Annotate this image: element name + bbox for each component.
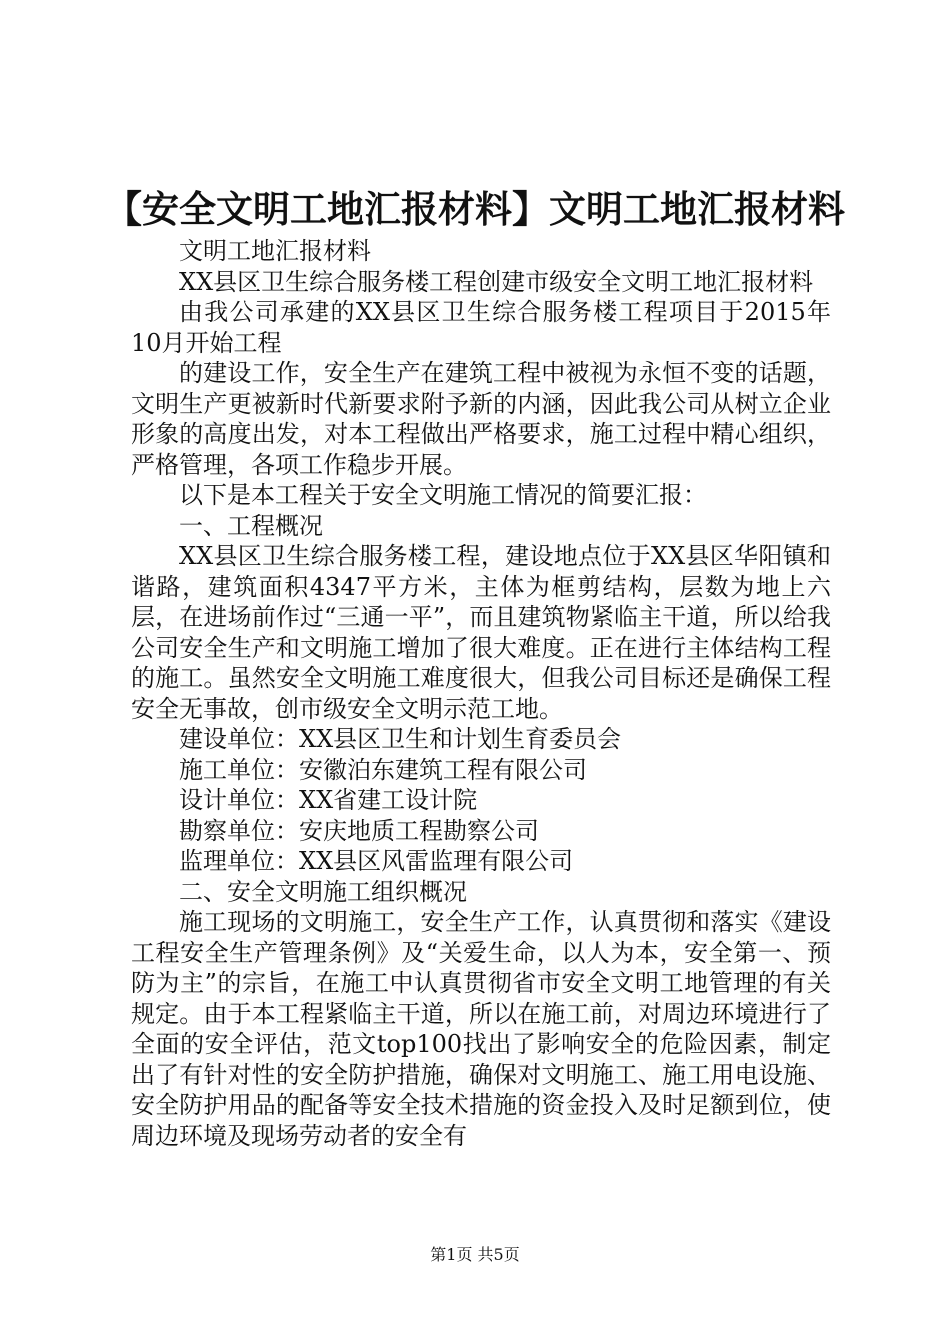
paragraph: 的建设工作，安全生产在建筑工程中被视为永恒不变的话题，文明生产更被新时代新要求附予新的内涵，因此我公司从树立企业形象的高度出发，对本工程做出严格要求，施工过程中精心组织，严格管理，各项工作稳步开展。	[131, 359, 831, 479]
page-footer: 第1页 共5页	[430, 1245, 520, 1264]
section-heading: 一、工程概况	[179, 511, 323, 540]
paragraph: 勘察单位：安庆地质工程勘察公司	[179, 816, 539, 845]
paragraph: 施工单位：安徽泊东建筑工程有限公司	[179, 755, 587, 784]
document-title: 【安全文明工地汇报材料】文明工地汇报材料	[105, 188, 845, 231]
paragraph: 施工现场的文明施工，安全生产工作，认真贯彻和落实《建设工程安全生产管理条例》及“关爱生命，以人为本，安全第一、预防为主”的宗旨，在施工中认真贯彻省市安全文明工地管理的有关规定。由于本工程紧临主干道，所以在施工前，对周边环境进行了全面的安全评估，范文top100找出了影响安全的危险因素，制定出了有针对性的安全防护措施，确保对文明施工、施工用电设施、安全防护用品的配备等安全技术措施的资金投入及时足额到位，使周边环境及现场劳动者的安全有	[131, 908, 831, 1150]
paragraph: XX县区卫生综合服务楼工程创建市级安全文明工地汇报材料	[179, 267, 814, 296]
paragraph: 监理单位：XX县区风雷监理有限公司	[179, 847, 574, 875]
paragraph: 设计单位：XX省建工设计院	[179, 786, 478, 814]
document-body	[131, 236, 831, 1151]
section-heading: 二、安全文明施工组织概况	[179, 877, 467, 906]
paragraph: 以下是本工程关于安全文明施工情况的简要汇报：	[179, 481, 707, 509]
paragraph: 由我公司承建的XX县区卫生综合服务楼工程项目于2015年10月开始工程	[131, 298, 831, 357]
paragraph: 文明工地汇报材料	[179, 237, 371, 265]
paragraph: 建设单位：XX县区卫生和计划生育委员会	[179, 725, 622, 753]
paragraph: XX县区卫生综合服务楼工程，建设地点位于XX县区华阳镇和谐路，建筑面积4347平方米，主体为框剪结构，层数为地上六层，在进场前作过“三通一平”，而且建筑物紧临主干道，所以给我公司安全生产和文明施工增加了很大难度。正在进行主体结构工程的施工。虽然安全文明施工难度很大，但我公司目标还是确保工程安全无事故，创市级安全文明示范工地。	[131, 542, 831, 723]
